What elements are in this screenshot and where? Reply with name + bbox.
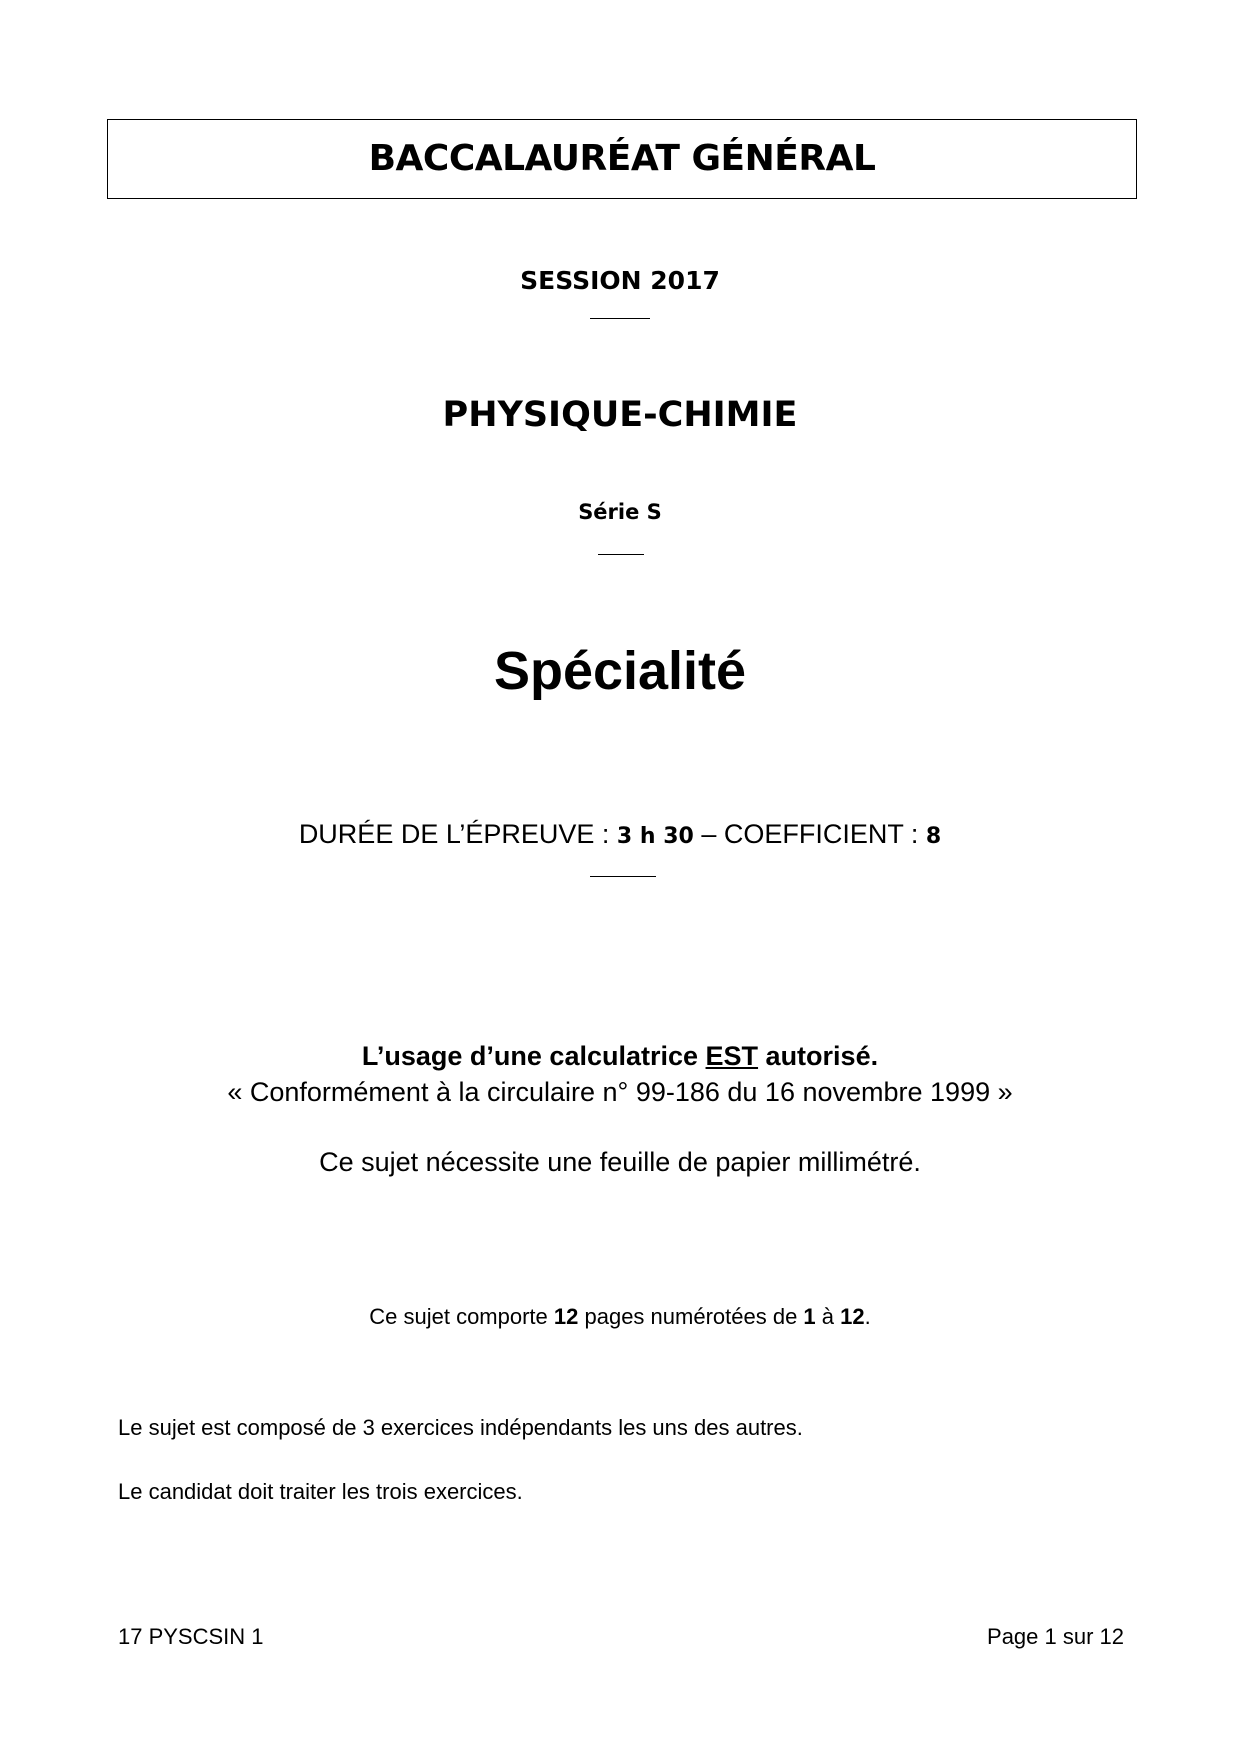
divider bbox=[598, 554, 644, 555]
exam-title-box bbox=[107, 119, 1137, 199]
duration-label: DURÉE DE L’ÉPREUVE : bbox=[298, 819, 617, 849]
coefficient-value: 8 bbox=[925, 824, 942, 849]
coefficient-label: COEFFICIENT : bbox=[723, 819, 926, 849]
calculator-notice bbox=[0, 1038, 1240, 1074]
subject-title: PHYSIQUE-CHIMIE bbox=[442, 395, 798, 435]
circular-reference: « Conformément à la circulaire n° 99-186 du 16 novembre 1999 » bbox=[227, 1077, 1013, 1107]
page-last: 12 bbox=[840, 1304, 865, 1329]
instruction-candidate: Le candidat doit traiter les trois exercices. bbox=[118, 1479, 523, 1504]
exam-duration-line bbox=[0, 816, 1240, 855]
specialty-title: Spécialité bbox=[493, 641, 747, 701]
page-count-note bbox=[0, 1302, 1240, 1332]
divider bbox=[590, 318, 650, 319]
divider bbox=[590, 876, 656, 877]
duration-value: 3 h 30 bbox=[616, 824, 694, 849]
page-count-text: Ce sujet comporte bbox=[369, 1304, 554, 1329]
subject-code: 17 PYSCSIN 1 bbox=[118, 1624, 264, 1649]
page-count-text: . bbox=[864, 1304, 871, 1329]
calculator-prefix: L’usage d’une calculatrice bbox=[361, 1041, 706, 1071]
paper-requirement: Ce sujet nécessite une feuille de papier millimétré. bbox=[319, 1147, 921, 1177]
instruction-exercises: Le sujet est composé de 3 exercices indépendants les uns des autres. bbox=[118, 1415, 803, 1440]
separator: – bbox=[693, 819, 724, 849]
page-count-text: à bbox=[815, 1304, 841, 1329]
page-total: 12 bbox=[553, 1304, 579, 1329]
page-number: Page 1 sur 12 bbox=[987, 1624, 1124, 1649]
page-first: 1 bbox=[803, 1304, 816, 1329]
calculator-suffix: autorisé. bbox=[758, 1041, 879, 1071]
session-label: SESSION 2017 bbox=[520, 266, 720, 295]
exam-title: BACCALAURÉAT GÉNÉRAL bbox=[368, 138, 876, 179]
calculator-emphasis: EST bbox=[705, 1041, 759, 1071]
series-label: Série S bbox=[578, 500, 662, 524]
page-count-text: pages numérotées de bbox=[578, 1304, 804, 1329]
